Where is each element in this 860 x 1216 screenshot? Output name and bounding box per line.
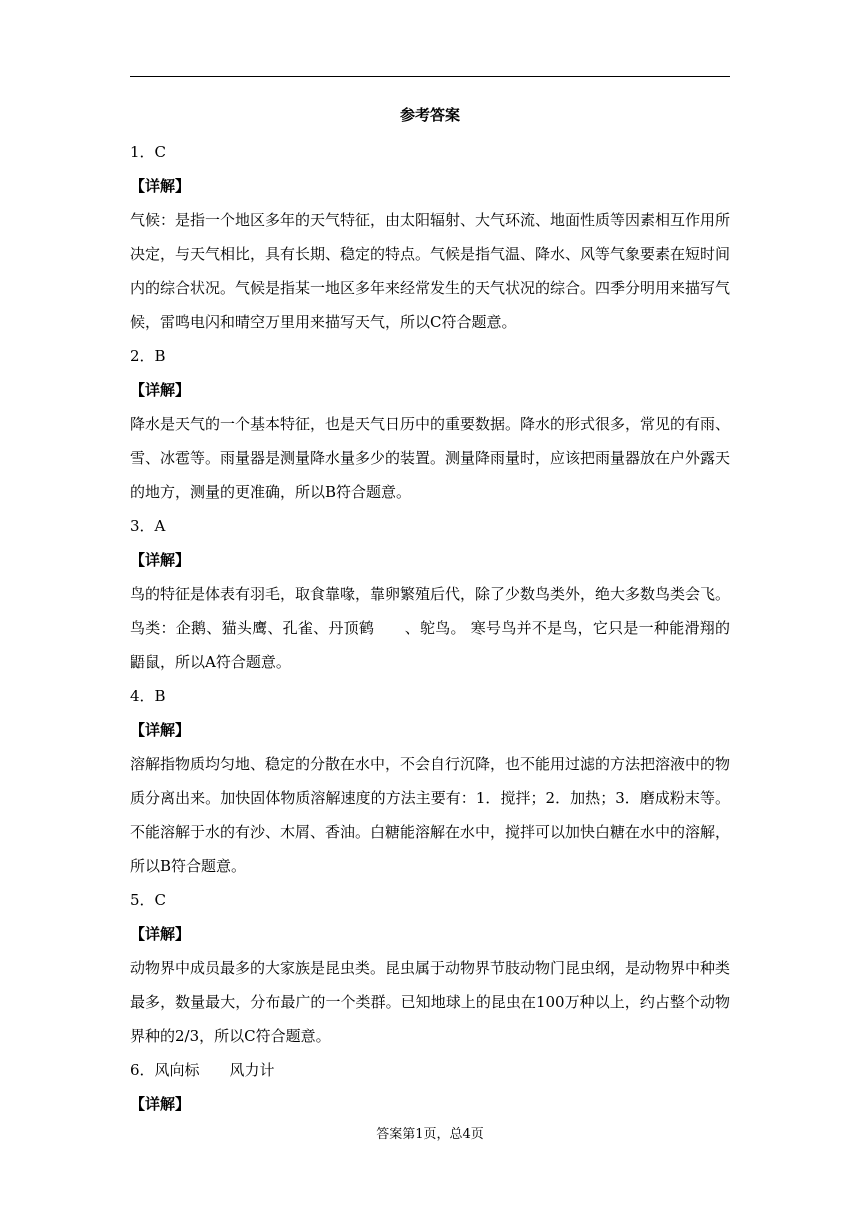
page-footer: 答案第1页，总4页 xyxy=(376,1127,484,1142)
answer-heading: 2．B xyxy=(130,347,166,365)
detail-label: 【详解】 xyxy=(130,381,191,399)
answer-item xyxy=(130,1053,730,1121)
answer-item xyxy=(130,679,730,883)
answer-heading: 3．A xyxy=(130,517,166,535)
answer-heading: 6．风向标 风力计 xyxy=(130,1061,275,1079)
detail-label: 【详解】 xyxy=(130,721,191,739)
detail-text: 气候：是指一个地区多年的天气特征，由太阳辐射、大气环流、地面性质等因素相互作用所决定，与天气相比，具有长期、稳定的特点。气候是指气温、降水、风等气象要素在短时间内的综合状况。气候是指某一地区多年来经常发生的天气状况的综合。四季分明用来描写气候，雷鸣电闪和晴空万里用来描写天气，所以C符合题意。 xyxy=(130,211,731,331)
detail-text: 降水是天气的一个基本特征，也是天气日历中的重要数据。降水的形式很多，常见的有雨、雪、冰雹等。雨量器是测量降水量多少的装置。测量降雨量时，应该把雨量器放在户外露天的地方，测量的更准确，所以B符合题意。 xyxy=(130,415,731,501)
detail-label: 【详解】 xyxy=(130,177,191,195)
answer-item xyxy=(130,339,730,509)
detail-label: 【详解】 xyxy=(130,1095,191,1113)
detail-text: 动物界中成员最多的大家族是昆虫类。昆虫属于动物界节肢动物门昆虫纲，是动物界中种类最多，数量最大，分布最广的一个类群。已知地球上的昆虫在100万种以上，约占整个动物界种的2/3，所以C符合题意。 xyxy=(130,959,731,1045)
answer-item xyxy=(130,135,730,339)
answer-heading: 5．C xyxy=(130,891,167,909)
answer-heading: 4．B xyxy=(130,687,166,705)
detail-label: 【详解】 xyxy=(130,925,191,943)
answer-heading: 1．C xyxy=(130,143,167,161)
detail-text: 鸟的特征是体表有羽毛，取食靠喙，靠卵繁殖后代，除了少数鸟类外，绝大多数鸟类会飞。鸟类：企鹅、猫头鹰、孔雀、丹顶鹤 、鸵鸟。 寒号鸟并不是鸟，它只是一种能滑翔的鼯鼠，所以A符合题意。 xyxy=(130,585,731,671)
detail-text: 溶解指物质均匀地、稳定的分散在水中，不会自行沉降，也不能用过滤的方法把溶液中的物质分离出来。加快固体物质溶解速度的方法主要有：1．搅拌；2．加热；3．磨成粉末等。不能溶解于水的有沙、木屑、香油。白糖能溶解在水中，搅拌可以加快白糖在水中的溶解，所以B符合题意。 xyxy=(130,755,731,875)
detail-label: 【详解】 xyxy=(130,551,191,569)
answer-list xyxy=(130,135,730,1121)
answer-item xyxy=(130,883,730,1053)
page-title: 参考答案 xyxy=(399,106,460,124)
header-rule xyxy=(130,76,730,77)
answer-item xyxy=(130,509,730,679)
